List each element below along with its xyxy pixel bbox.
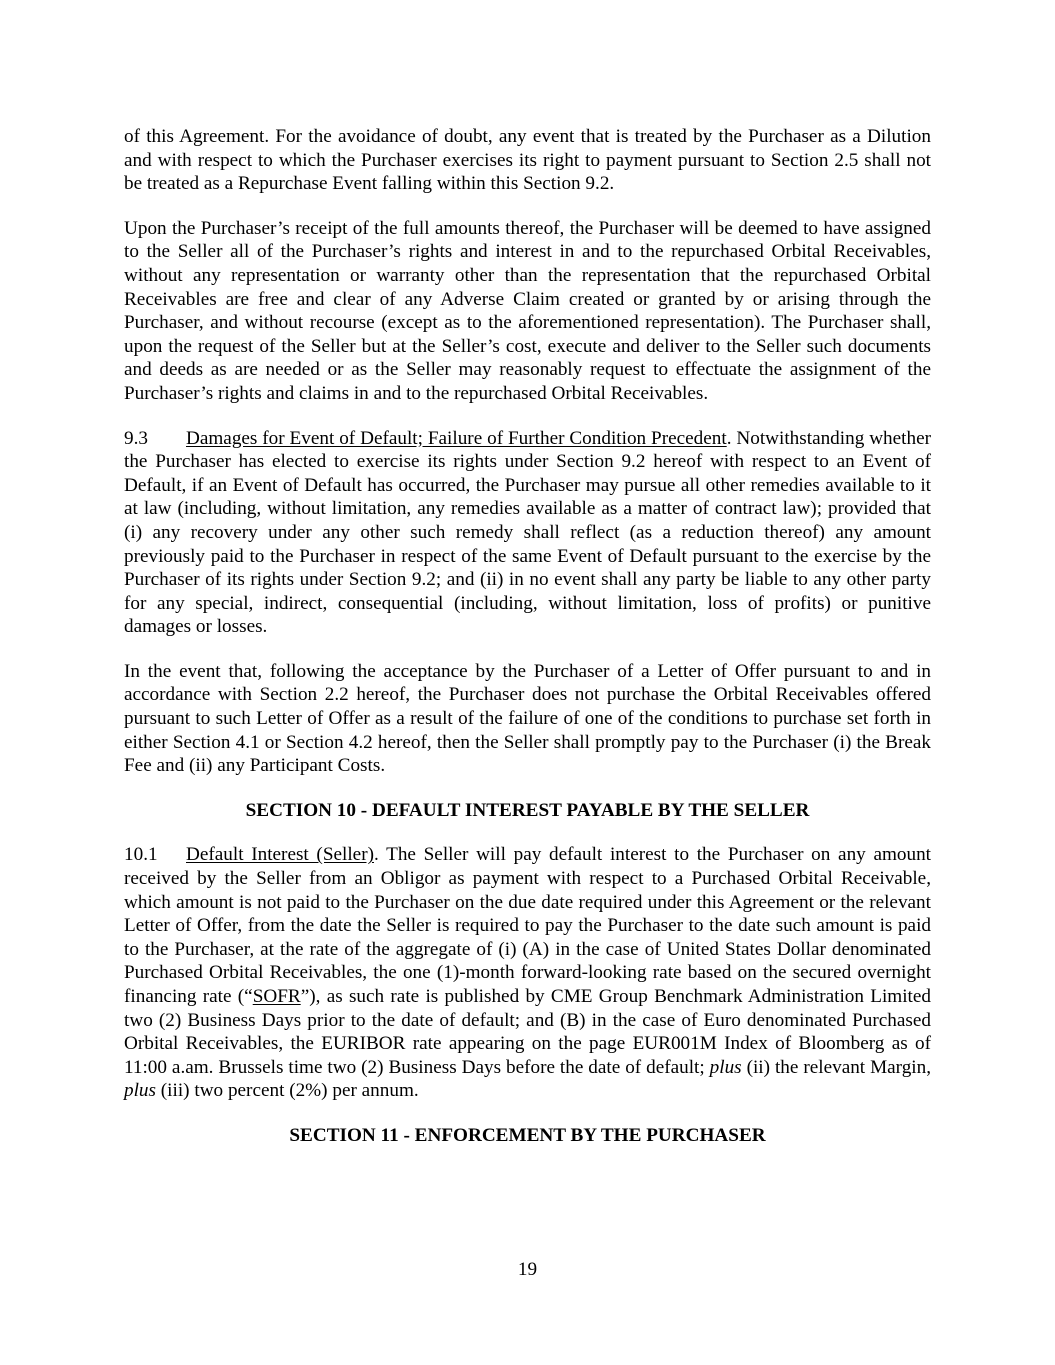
paragraph-carryover: of this Agreement. For the avoidance of doubt, any event that is treated by the Purchaser as a Dilution and with respect to which the Purchaser exercises its right to payment pursuant to Section 2.5 shall not be treated as a Repurchase Event falling within this Section 9.2. <box>124 126 931 195</box>
paragraph-assignment: Upon the Purchaser’s receipt of the full amounts thereof, the Purchaser will be deemed to have assigned to the Seller all of the Purchaser’s rights and interest in and to the repurchased Orbital Receivables, without any representation or warranty other than the representation that the repurchased Orbital Receivables are free and clear of any Adverse Claim created or granted by or arising through the Purchaser, and without recourse (except as to the aforementioned representation). The Purchaser shall, upon the request of the Seller but at the Seller’s cost, execute and deliver to the Seller such documents and deeds as are needed or as the Seller may reasonably request to effectuate the assignment of the Purchaser’s rights and claims in and to the repurchased Orbital Receivables. <box>124 217 931 404</box>
section-9-3 <box>124 427 931 639</box>
section-title: Default Interest (Seller) <box>186 844 374 866</box>
emphasis-plus: plus <box>709 1056 742 1078</box>
section-body: . Notwithstanding whether the Purchaser has elected to exercise its rights under Section 9.2 hereof with respect to an Event of Default, if an Event of Default has occurred, the Purchaser may pursue all other remedies available to it at law (including, without limitation, any remedies available as a matter of contract law); provided that (i) any recovery under any other such remedy shall reflect (as a reduction thereof) any amount previously paid to the Purchaser in respect of the same Event of Default pursuant to the exercise by the Purchaser of its rights under Section 9.2; and (ii) in no event shall any party be liable to any other party for any special, indirect, consequential (including, without limitation, loss of profits) or punitive damages or losses. <box>124 427 931 638</box>
section-heading-10: SECTION 10 - DEFAULT INTEREST PAYABLE BY THE SELLER <box>245 799 810 821</box>
section-heading-11: SECTION 11 - ENFORCEMENT BY THE PURCHASER <box>289 1124 766 1146</box>
page-body <box>124 125 931 1169</box>
paragraph-offer: In the event that, following the acceptance by the Purchaser of a Letter of Offer pursuant to and in accordance with Section 2.2 hereof, the Purchaser does not purchase the Orbital Receivables offered pursuant to such Letter of Offer as a result of the failure of one of the conditions to purchase set forth in either Section 4.1 or Section 4.2 hereof, then the Seller shall promptly pay to the Purchaser (i) the Break Fee and (ii) any Participant Costs. <box>124 660 931 777</box>
defined-term-sofr: SOFR <box>252 986 301 1007</box>
page-number: 19 <box>517 1259 538 1280</box>
section-number: 10.1 <box>124 844 158 866</box>
section-number: 9.3 <box>124 427 148 449</box>
emphasis-plus: plus <box>124 1080 156 1102</box>
section-body-part: ”), as such rate is published by CME Group Benchmark Administration Limited two (2) Business Days prior to the date of default; and (B) in the case of Euro denominated Purchased Orbital Receivables, the EURIBOR rate appearing on the page EUR001M Index of Bloomberg as of 11:00 a.am. Brussels time two (2) Business Days before the date of default; <box>124 986 931 1078</box>
section-10-1 <box>124 843 931 1103</box>
section-title: Damages for Event of Default; Failure of Further Condition Precedent <box>186 427 727 449</box>
section-body-part: (iii) two percent (2%) per annum. <box>156 1080 419 1102</box>
section-body-part: . The Seller will pay default interest to the Purchaser on any amount received by the Seller from an Obligor as payment with respect to a Purchased Orbital Receivable, which amount is not paid to the Purchaser on the due date required under this Agreement or the relevant Letter of Offer, from the date the Seller is required to pay the Purchaser to the date such amount is paid to the Purchaser, at the rate of the aggregate of (i) (A) in the case of United States Dollar denominated Purchased Orbital Receivables, the one (1)-month forward-looking rate based on the secured overnight financing rate (“ <box>124 844 931 1007</box>
section-body-part: (ii) the relevant Margin, <box>741 1056 932 1078</box>
